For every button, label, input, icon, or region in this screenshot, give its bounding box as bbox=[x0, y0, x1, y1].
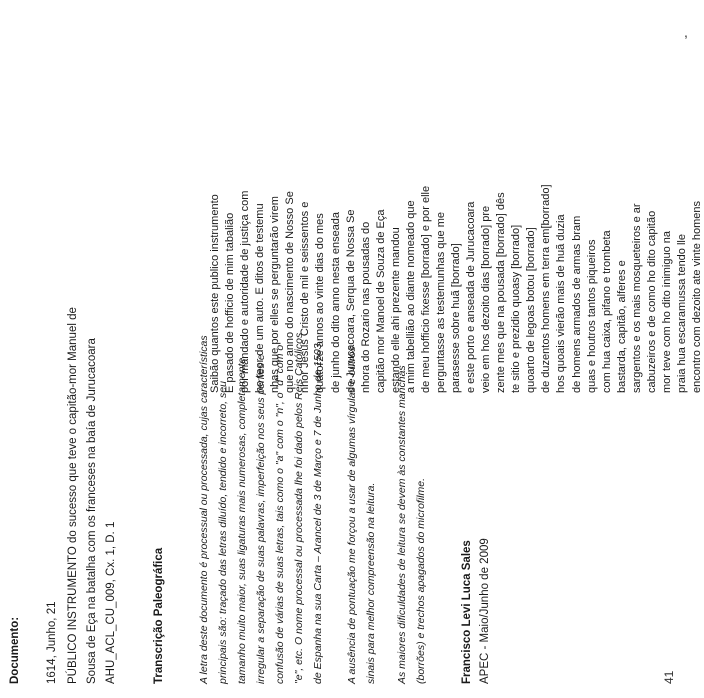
author-name: Francisco Levi Luca Sales bbox=[461, 540, 473, 684]
para1-line-3: tamanho muito maior, suas ligaturas mais numerosas, completamente bbox=[236, 357, 248, 684]
transcript-line-25: de homens armados de armas bram bbox=[570, 215, 583, 393]
transcript-line-9: de junho do dito anno nesta enseada bbox=[329, 211, 342, 393]
transcript-line-10: de Jurucacoara, Serqua de Nossa Se bbox=[344, 209, 357, 393]
transcript-line-29: sargentos e os mais mosqueteiros e ar bbox=[630, 203, 643, 393]
transcript-line-1: Saibão quantos este publico instrumento bbox=[209, 194, 221, 393]
para2-line-1: A ausência de pontuação me forçou a usar de algumas vírgulas e outros bbox=[346, 346, 358, 684]
transcript-line-5: nhas que por elles se perguntarão virem bbox=[269, 196, 282, 393]
transcript-line-16: perguntasse as testemunhas que me bbox=[434, 211, 447, 393]
transcript-line-11: nhora do Rozario nas pousadas do bbox=[359, 221, 372, 393]
transcript-line-21: te sitio e prezidio quoasy [borrado] bbox=[510, 224, 523, 393]
transcript-line-13: estando elle ahi prezente mandou bbox=[389, 227, 402, 393]
transcript-line-33: encontro com dezoito ate vinte homens bbox=[691, 200, 703, 393]
para1-line-1: A letra deste documento é processual ou processada, cujas características bbox=[198, 335, 210, 684]
transcript-line-28: bastarda, capitão, alferes e bbox=[615, 260, 628, 393]
transcript-line-23: de duzentos homens em terra em[borrado] bbox=[540, 184, 553, 393]
meta-title-1: PÚBLICO INSTRUMENTO do sucesso que teve o capitão-mor Manuel de bbox=[67, 307, 79, 684]
para1-line-6: "e", etc. O nome processal ou processada lhe foi dado pelos Reis Católicos bbox=[293, 332, 305, 684]
transcript-line-18: e este porto e anseada de Jurucacoara bbox=[465, 201, 478, 393]
transcript-line-17: parasesse sobre huã [borrado] bbox=[450, 243, 462, 393]
transcript-line-31: mor teve com ho dito inimiguo na bbox=[660, 230, 673, 393]
para1-line-4: irregular a separação de suas palavras, imperfeição nos seus perfies e bbox=[255, 354, 267, 684]
para2-line-2: sinais para melhor compreensão na leitura. bbox=[365, 482, 377, 684]
transcript-line-14: a mim tabellião ao diante nomeado que bbox=[404, 200, 417, 393]
para3-line-1: As maiores dificuldades de leitura se devem às constantes manchas bbox=[396, 365, 408, 684]
meta-title-2: Sousa de Eça na batalha com os franceses na baía de Jurucacoara bbox=[86, 338, 98, 684]
edge-mark: , bbox=[684, 24, 688, 40]
meta-reference: AHU_ACL_CU_009, Cx. 1, D. 1 bbox=[105, 521, 117, 684]
transcript-line-8: quatorze annos ao vinte dias do mes bbox=[314, 213, 327, 393]
transcript-line-27: com hua caixa, pifano e trombeta bbox=[600, 230, 613, 393]
document-label: Documento: bbox=[9, 616, 21, 684]
meta-date: 1614, Junho, 21 bbox=[46, 601, 58, 684]
transcript-line-15: de meu hofficio fixesse [borrado] e por elle bbox=[419, 185, 432, 393]
footer-mark: 41 bbox=[662, 670, 676, 684]
transcript-line-22: quoarto de legoas botou [borrado] bbox=[525, 227, 538, 393]
para3-line-2: (borrões) e trechos apagados do microfilme. bbox=[415, 477, 427, 684]
transcript-line-30: cabuzeiros e de como ho dito capitão bbox=[645, 210, 658, 393]
transcript-line-6: que no anno do nascimento de Nosso Se bbox=[284, 191, 297, 393]
para1-line-2: principais são: traçado das letras diluído, tendido e incorreto, seu bbox=[217, 381, 229, 684]
transcription-title: Transcrição Paleográfica bbox=[153, 547, 165, 684]
transcript-line-4: ho teor de um auto. E ditos de testemu bbox=[254, 203, 267, 393]
transcript-line-2: E pasado de hofficio de mim tabalião bbox=[224, 212, 237, 393]
author-info: APEC - Maio/Junho de 2009 bbox=[479, 538, 491, 684]
transcript-line-19: veio em hos dezoito dias [borrado] pre bbox=[480, 205, 493, 393]
transcript-line-3: por mandado e autoridade de justiça com bbox=[239, 190, 252, 393]
transcript-line-20: zente mes que na pousada [borrado] dês bbox=[495, 192, 508, 393]
para1-line-5: confusão de várias de suas letras, tais como o "a" com o "n", o "d" com o bbox=[274, 344, 286, 684]
transcript-line-12: capitão mor Manoel de Souza de Eça bbox=[374, 209, 387, 393]
para1-line-7: de Espanha na sua Carta – Arancel de 3 de Março e 7 de Junho de 1503. bbox=[312, 340, 324, 684]
transcript-line-24: hos quoais vierão mais de huã duzia bbox=[555, 214, 568, 393]
transcript-line-26: quas e houtros tantos piqueiros bbox=[585, 239, 598, 393]
transcript-line-32: praia hua escaramussa tendo lle bbox=[675, 234, 688, 393]
transcript-line-7: nhor Jesus Cristo de mil e seissentos e bbox=[299, 201, 312, 393]
